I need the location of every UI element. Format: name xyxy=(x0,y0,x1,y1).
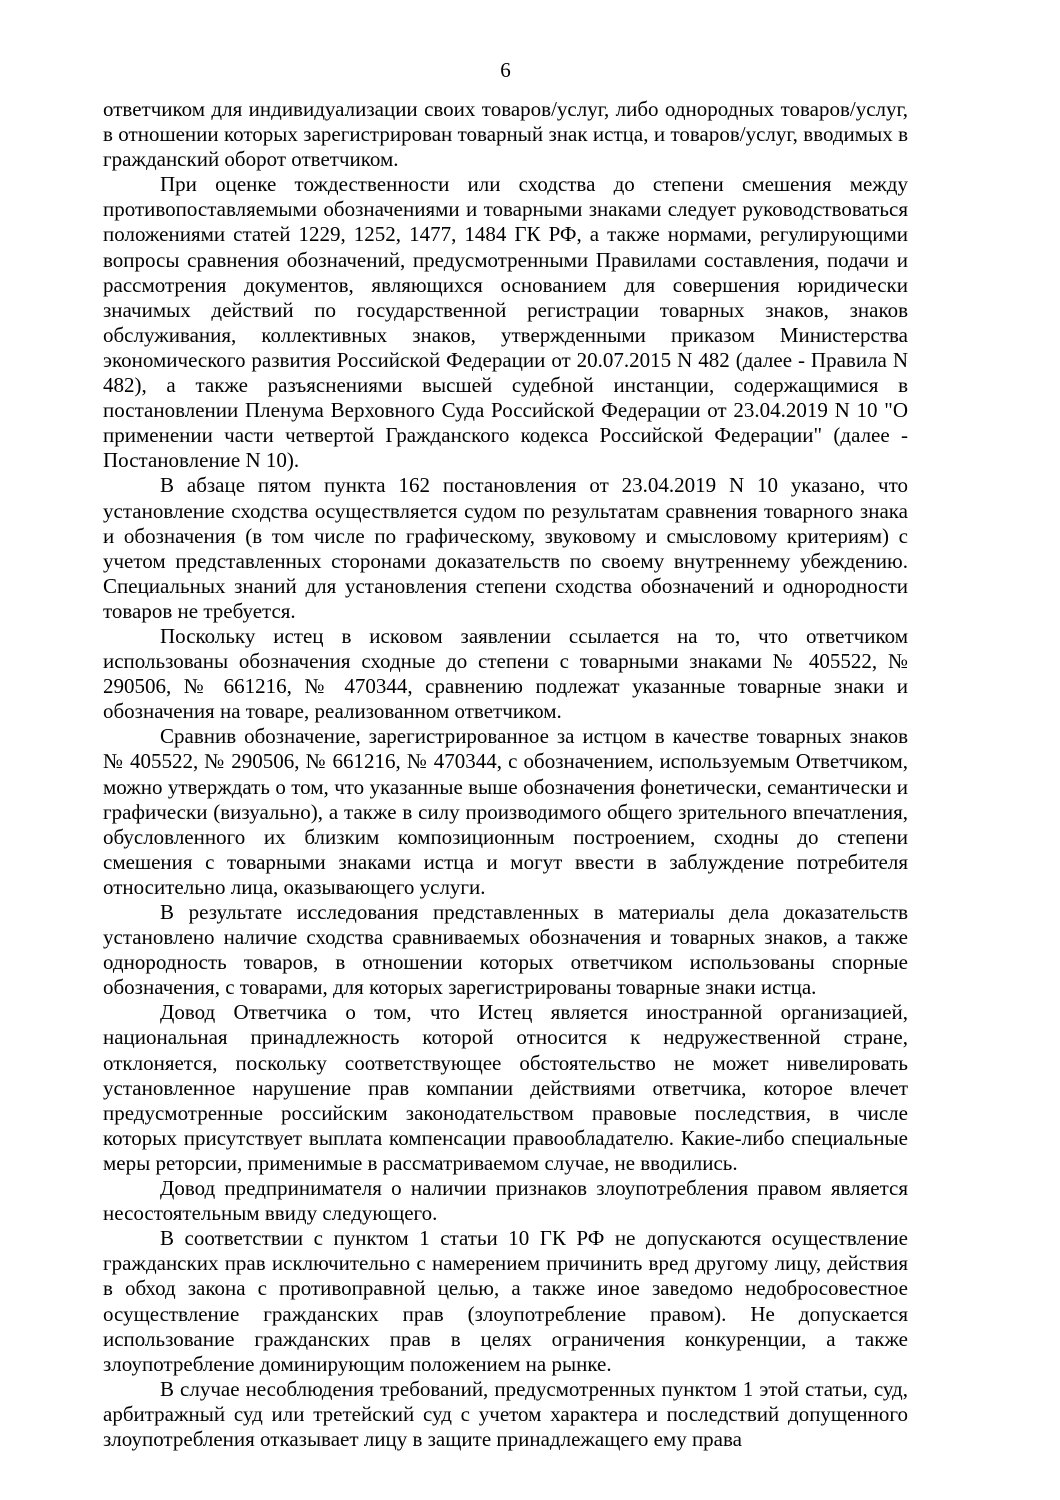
paragraph: В результате исследования представленных в материалы дела доказательств установлено наличие сходства сравниваемых обозначения и товарных знаков, а также однородность товаров, в отношении которых ответчиком использованы спорные обозначения, с товарами, для которых зарегистрированы товарные знаки истца. xyxy=(103,900,908,1000)
paragraph: Сравнив обозначение, зарегистрированное за истцом в качестве товарных знаков № 405522, № 290506, № 661216, № 470344, с обозначением, используемым Ответчиком, можно утверждать о том, что указанные выше обозначения фонетически, семантически и графически (визуально), а также в силу производимого общего зрительного впечатления, обусловленного их близким композиционным построением, сходны до степени смешения с товарными знаками истца и могут ввести в заблуждение потребителя относительно лица, оказывающего услуги. xyxy=(103,724,908,899)
paragraph: В случае несоблюдения требований, предусмотренных пунктом 1 этой статьи, суд, арбитражный суд или третейский суд с учетом характера и последствий допущенного злоупотребления отказывает лицу в защите принадлежащего ему права xyxy=(103,1376,908,1451)
paragraph: Довод предпринимателя о наличии признаков злоупотребления правом является несостоятельным ввиду следующего. xyxy=(103,1176,908,1226)
paragraph: ответчиком для индивидуализации своих товаров/услуг, либо однородных товаров/услуг, в отношении которых зарегистрирован товарный знак истца, и товаров/услуг, вводимых в гражданский оборот ответчиком. xyxy=(103,97,908,172)
document-body xyxy=(103,97,908,1452)
paragraph: При оценке тождественности или сходства до степени смешения между противопоставляемыми обозначениями и товарными знаками следует руководствоваться положениями статей 1229, 1252, 1477, 1484 ГК РФ, а также нормами, регулирующими вопросы сравнения обозначений, предусмотренными Правилами составления, подачи и рассмотрения документов, являющихся основанием для совершения юридически значимых действий по государственной регистрации товарных знаков, знаков обслуживания, коллективных знаков, утвержденными приказом Министерства экономического развития Российской Федерации от 20.07.2015 N 482 (далее - Правила N 482), а также разъяснениями высшей судебной инстанции, содержащимися в постановлении Пленума Верховного Суда Российской Федерации от 23.04.2019 N 10 "О применении части четвертой Гражданского кодекса Российской Федерации" (далее - Постановление N 10). xyxy=(103,172,908,473)
paragraph: Поскольку истец в исковом заявлении ссылается на то, что ответчиком использованы обозначения сходные до степени с товарными знаками № 405522, № 290506, № 661216, № 470344, сравнению подлежат указанные товарные знаки и обозначения на товаре, реализованном ответчиком. xyxy=(103,623,908,724)
paragraph: В абзаце пятом пункта 162 постановления от 23.04.2019 N 10 указано, что установление сходства осуществляется судом по результатам сравнения товарного знака и обозначения (в том числе по графическому, звуковому и смысловому критериям) с учетом представленных сторонами доказательств по своему внутреннему убеждению. Специальных знаний для установления степени сходства обозначений и однородности товаров не требуется. xyxy=(103,473,908,623)
paragraph: В соответствии с пунктом 1 статьи 10 ГК РФ не допускаются осуществление гражданских прав исключительно с намерением причинить вред другому лицу, действия в обход закона с противоправной целью, а также иное заведомо недобросовестное осуществление гражданских прав (злоупотребление правом). Не допускается использование гражданских прав в целях ограничения конкуренции, а также злоупотребление доминирующим положением на рынке. xyxy=(103,1226,908,1376)
page-number: 6 xyxy=(500,58,511,82)
paragraph: Довод Ответчика о том, что Истец является иностранной организацией, национальная принадлежность которой относится к недружественной стране, отклоняется, поскольку соответствующее обстоятельство не может нивелировать установленное нарушение прав компании действиями ответчика, которое влечет предусмотренные российским законодательством правовые последствия, в числе которых присутствует выплата компенсации правообладателю. Какие-либо специальные меры реторсии, применимые в рассматриваемом случае, не вводились. xyxy=(103,1000,908,1175)
